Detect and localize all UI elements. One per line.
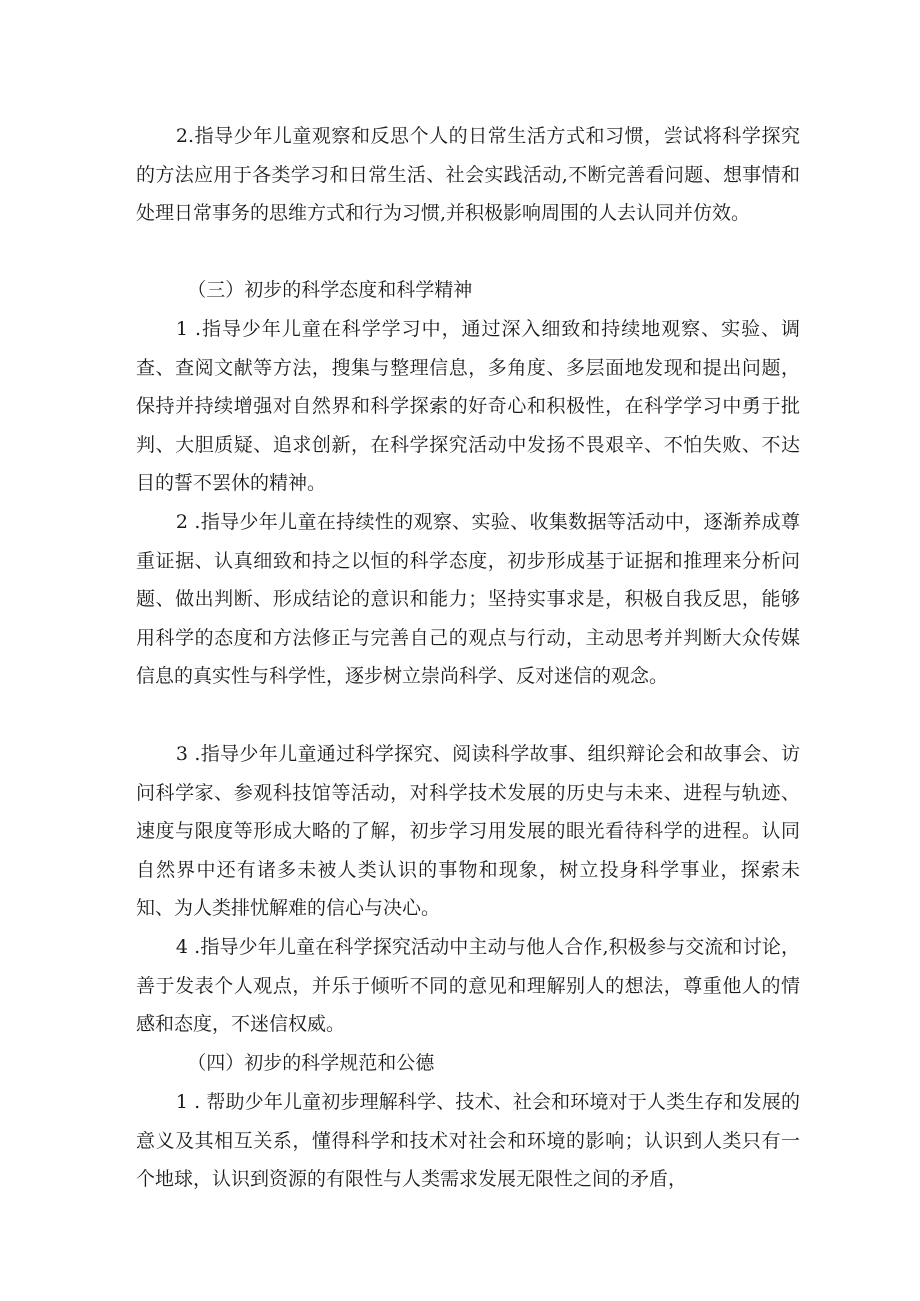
paragraph-environment: 1 . 帮助少年儿童初步理解科学、技术、社会和环境对于人类生存和发展的意义及其相互关系，懂得科学和技术对社会和环境的影响；认识到人类只有一个地球，认识到资源的有限性与人类需求发展无限性之间的矛盾， xyxy=(136,1091,800,1191)
paragraph-history: 3 .指导少年儿童通过科学探究、阅读科学故事、组织辩论会和故事会、访问科学家、参观科技馆等活动，对科学技术发展的历史与未来、进程与轨迹、速度与限度等形成大略的了解，初步学习用发展的眼光看待科学的进程。认同自然界中还有诸多未被人类认识的事物和现象，树立投身科学事业，探索未知、为人类排忧解难的信心与决心。 xyxy=(136,743,800,920)
section-heading-attitude: （三）初步的科学态度和科学精神 xyxy=(187,279,473,301)
paragraph-curiosity: 1 .指导少年儿童在科学学习中，通过深入细致和持续地观察、实验、调查、查阅文献等方法，搜集与整理信息，多角度、多层面地发现和提出问题，保持并持续增强对自然界和科学探索的好奇心和积极性，在科学学习中勇于批判、大胆质疑、追求创新，在科学探究活动中发扬不畏艰辛、不怕失败、不达目的誓不罢休的精神。 xyxy=(136,318,800,495)
paragraph-habits: 2.指导少年儿童观察和反思个人的日常生活方式和习惯，尝试将科学探究的方法应用于各类学习和日常生活、社会实践活动,不断完善看问题、想事情和处理日常事务的思维方式和行为习惯,并积极影响周围的人去认同并仿效。 xyxy=(136,125,800,225)
section-heading-ethics: （四）初步的科学规范和公德 xyxy=(187,1052,435,1074)
paragraph-evidence: 2 .指导少年儿童在持续性的观察、实验、收集数据等活动中，逐渐养成尊重证据、认真细致和持之以恒的科学态度，初步形成基于证据和推理来分析问题、做出判断、形成结论的意识和能力；坚持实事求是，积极自我反思，能够用科学的态度和方法修正与完善自己的观点与行动，主动思考并判断大众传媒信息的真实性与科学性，逐步树立崇尚科学、反对迷信的观念。 xyxy=(136,511,800,688)
paragraph-cooperation: 4 .指导少年儿童在科学探究活动中主动与他人合作,积极参与交流和讨论，善于发表个人观点，并乐于倾听不同的意见和理解别人的想法，尊重他人的情感和态度，不迷信权威。 xyxy=(136,936,800,1036)
